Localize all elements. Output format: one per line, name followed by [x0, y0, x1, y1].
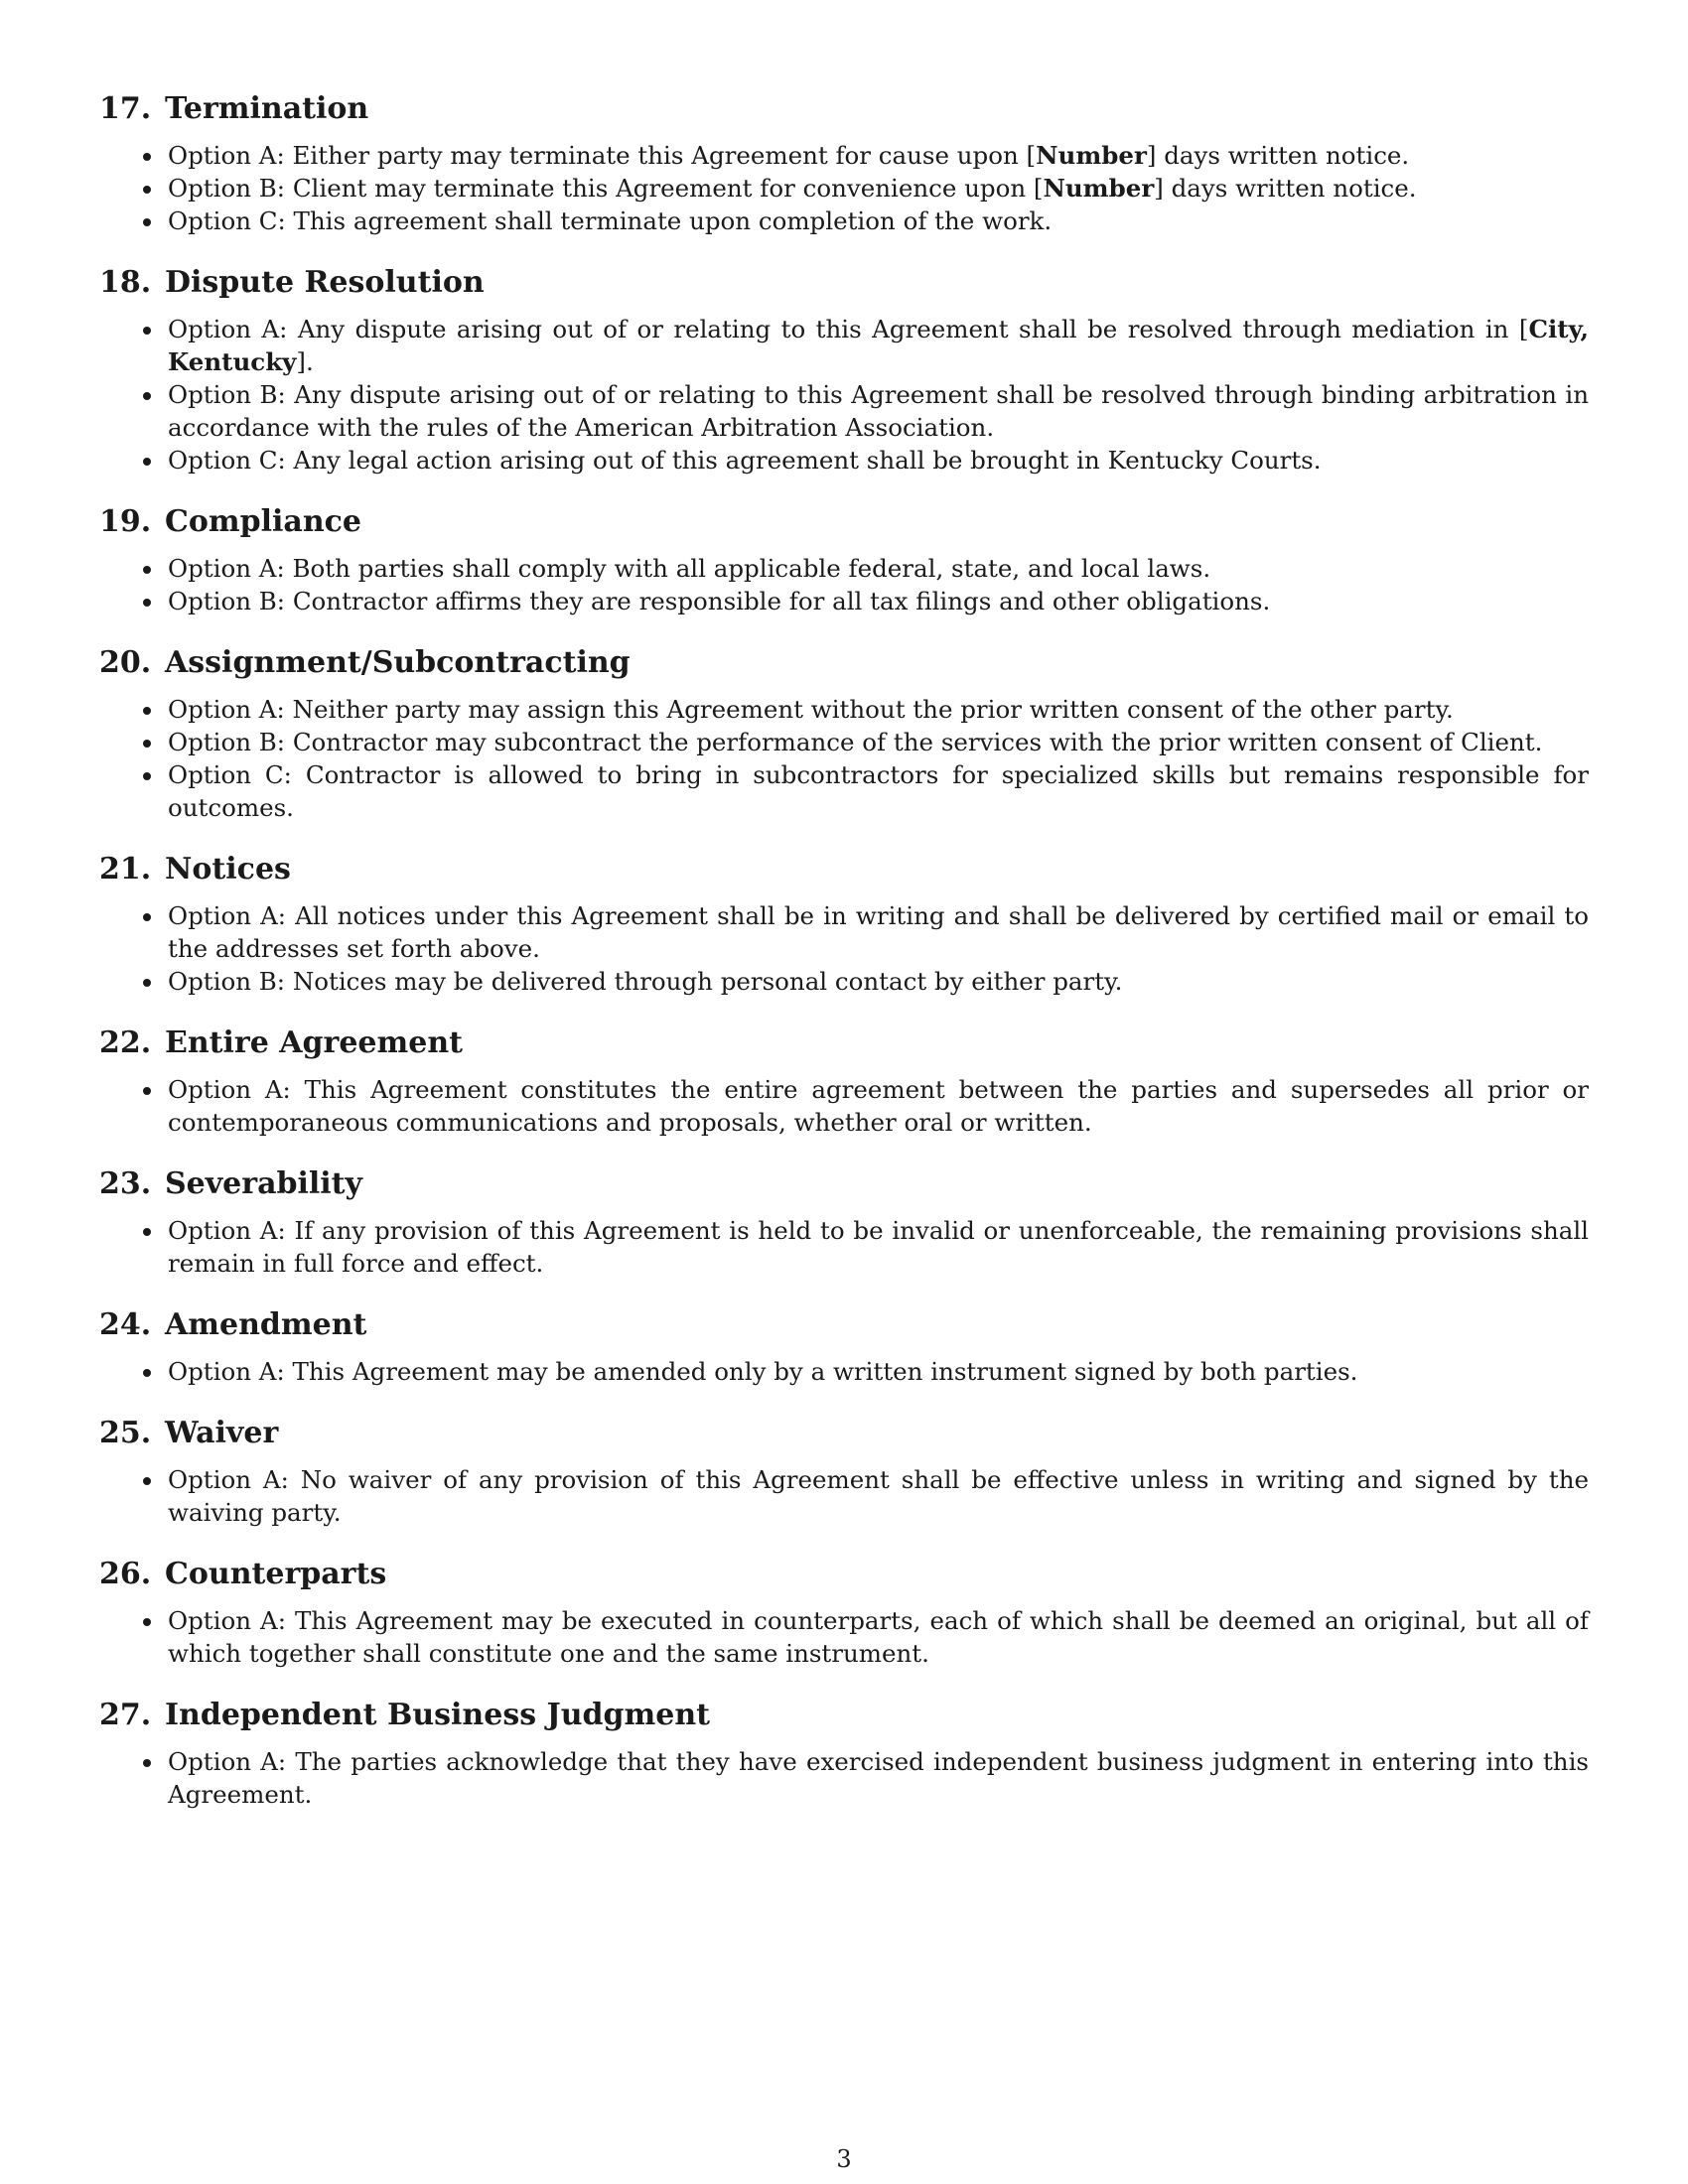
section-19 [99, 502, 1589, 617]
option-item [99, 1214, 1589, 1280]
section-number: 26. [99, 1557, 152, 1591]
option-list [99, 1214, 1589, 1280]
option-text: Option A: This Agreement may be executed in counterparts, each of which shall be deemed an original, but all of which together shall constitute one and the same instrument. [168, 1606, 1589, 1668]
option-text: ] days written notice. [1154, 174, 1417, 203]
section-heading [99, 89, 1589, 129]
option-list [99, 1745, 1589, 1811]
section-25 [99, 1414, 1589, 1529]
option-text: Option C: This agreement shall terminate upon completion of the work. [168, 206, 1053, 235]
section-heading [99, 1164, 1589, 1204]
option-list [99, 1073, 1589, 1139]
option-item [99, 693, 1589, 726]
option-list [99, 313, 1589, 477]
option-text: ] days written notice. [1146, 141, 1410, 170]
section-title: Termination [165, 91, 369, 126]
section-number: 21. [99, 852, 152, 887]
section-title: Compliance [165, 504, 362, 539]
section-heading [99, 1414, 1589, 1453]
option-item [99, 965, 1589, 998]
option-list [99, 552, 1589, 617]
section-heading [99, 263, 1589, 303]
option-text: Option A: All notices under this Agreement shall be in writing and shall be delivered by certified mail or email to the addresses set forth above. [168, 901, 1589, 963]
option-text: [ [1026, 141, 1037, 170]
option-text: Option B: Contractor may subcontract the performance of the services with the prior written consent of Client. [168, 728, 1543, 756]
section-20 [99, 643, 1589, 824]
option-list [99, 1463, 1589, 1529]
section-26 [99, 1555, 1589, 1670]
option-item [99, 726, 1589, 758]
section-heading [99, 1024, 1589, 1063]
option-item [99, 1745, 1589, 1811]
section-heading [99, 643, 1589, 683]
section-number: 18. [99, 265, 152, 300]
option-item [99, 758, 1589, 824]
option-list [99, 139, 1589, 237]
section-heading [99, 502, 1589, 542]
option-list [99, 1355, 1589, 1388]
section-21 [99, 850, 1589, 998]
option-item [99, 444, 1589, 477]
option-item [99, 313, 1589, 378]
section-title: Entire Agreement [165, 1025, 463, 1060]
section-number: 27. [99, 1698, 152, 1732]
option-item [99, 378, 1589, 444]
option-list [99, 693, 1589, 824]
option-text: Option B: Contractor affirms they are responsible for all tax filings and other obligations. [168, 587, 1271, 615]
option-item [99, 1355, 1589, 1388]
option-text: Option B: Any dispute arising out of or relating to this Agreement shall be resolved through binding arbitration in accordance with the rules of the American Arbitration Association. [168, 380, 1589, 442]
placeholder-text: Number [1043, 174, 1155, 203]
option-text: Option C: Contractor is allowed to bring in subcontractors for specialized skills but remains responsible for outcomes. [168, 760, 1589, 822]
document-page [99, 89, 1589, 1837]
option-text: Option A: No waiver of any provision of this Agreement shall be effective unless in writing and signed by the waiving party. [168, 1465, 1589, 1527]
option-text: ]. [296, 347, 314, 376]
section-heading [99, 1696, 1589, 1735]
section-heading [99, 1555, 1589, 1594]
option-list [99, 1604, 1589, 1670]
section-22 [99, 1024, 1589, 1139]
option-text: Option A: Both parties shall comply with all applicable federal, state, and local laws. [168, 554, 1211, 583]
section-title: Dispute Resolution [165, 265, 485, 300]
option-text: Option C: Any legal action arising out of this agreement shall be brought in Kentucky Courts. [168, 446, 1322, 475]
option-item [99, 1073, 1589, 1139]
section-title: Assignment/Subcontracting [165, 645, 631, 680]
option-text: [ [1518, 315, 1529, 343]
option-item [99, 1463, 1589, 1529]
option-list [99, 899, 1589, 998]
section-title: Severability [165, 1166, 362, 1201]
option-text: Option A: Any dispute arising out of or relating to this Agreement shall be resolved through mediation in [168, 315, 1519, 343]
option-item [99, 205, 1589, 237]
option-text: [ [1033, 174, 1044, 203]
sections-container [99, 89, 1589, 1811]
option-text: Option A: This Agreement may be amended only by a written instrument signed by both parties. [168, 1357, 1358, 1386]
section-17 [99, 89, 1589, 237]
option-text: Option A: This Agreement constitutes the entire agreement between the parties and supersedes all prior or contemporaneous communications and proposals, whether oral or written. [168, 1075, 1589, 1137]
section-title: Counterparts [165, 1557, 387, 1591]
section-title: Notices [165, 852, 291, 887]
page-number: 3 [836, 2145, 852, 2173]
section-number: 19. [99, 504, 152, 539]
option-text: Option A: The parties acknowledge that they have exercised independent business judgment in entering into this Agreement. [168, 1747, 1589, 1809]
option-text: Option B: Client may terminate this Agreement for convenience upon [168, 174, 1034, 203]
section-number: 25. [99, 1416, 152, 1450]
option-text: Option A: Neither party may assign this Agreement without the prior written consent of the other party. [168, 695, 1454, 724]
option-item [99, 139, 1589, 172]
section-18 [99, 263, 1589, 477]
section-number: 24. [99, 1307, 152, 1342]
option-text: Option B: Notices may be delivered through personal contact by either party. [168, 967, 1123, 996]
section-heading [99, 850, 1589, 889]
section-title: Waiver [165, 1416, 279, 1450]
option-item [99, 1604, 1589, 1670]
section-title: Independent Business Judgment [165, 1698, 710, 1732]
placeholder-text: City, Kentucky [168, 315, 1589, 376]
option-text: Option A: If any provision of this Agreement is held to be invalid or unenforceable, the remaining provisions shall remain in full force and effect. [168, 1216, 1589, 1278]
option-item [99, 585, 1589, 617]
section-24 [99, 1305, 1589, 1388]
section-number: 20. [99, 645, 152, 680]
placeholder-text: Number [1036, 141, 1147, 170]
section-number: 22. [99, 1025, 152, 1060]
option-text: Option A: Either party may terminate this Agreement for cause upon [168, 141, 1027, 170]
section-27 [99, 1696, 1589, 1811]
section-23 [99, 1164, 1589, 1280]
section-heading [99, 1305, 1589, 1345]
option-item [99, 172, 1589, 205]
section-number: 23. [99, 1166, 152, 1201]
section-number: 17. [99, 91, 152, 126]
section-title: Amendment [165, 1307, 367, 1342]
option-item [99, 899, 1589, 965]
option-item [99, 552, 1589, 585]
